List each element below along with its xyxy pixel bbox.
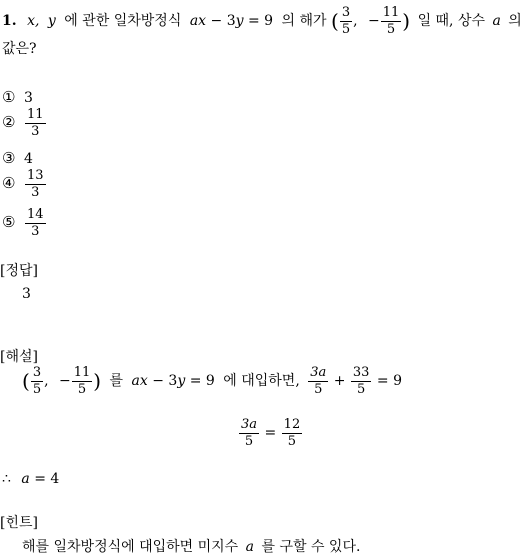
choice-3-value: 4 [24, 151, 33, 167]
solution-plus: + [333, 373, 346, 389]
choice-5-den: 3 [31, 223, 40, 239]
hint-text-a: 해를 일차방정식에 대입하면 미지수 [22, 539, 239, 555]
answer-label: [정답] [0, 263, 38, 279]
choice-4-den: 3 [31, 184, 40, 200]
hint-text-b: 를 구할 수 있다. [261, 539, 361, 555]
question-number: 1. [2, 13, 17, 30]
solution-fraction-1 [31, 366, 43, 396]
question-line-2: 값은? [2, 41, 37, 57]
choice-3-marker: ③ [2, 149, 16, 167]
solution-result-eq: = 4 [34, 471, 60, 487]
choice-4[interactable] [2, 169, 47, 199]
choice-2-den: 3 [31, 123, 40, 139]
choice-1-value: 3 [24, 90, 33, 106]
question-fraction-1 [340, 6, 352, 36]
question-fraction-2 [381, 6, 402, 36]
choice-3[interactable] [2, 149, 33, 167]
choice-2-marker: ② [2, 113, 16, 132]
question-frac1-num: 3 [341, 5, 351, 20]
choice-2-fraction [25, 108, 46, 138]
choice-1-marker: ① [2, 88, 16, 106]
solution-f4-den: 5 [357, 381, 366, 397]
question-frac2-den: 5 [386, 21, 396, 37]
solution-f3-den: 5 [314, 381, 323, 397]
hint-label: [힌트] [0, 515, 38, 531]
solution-f2-num: 11 [73, 364, 91, 380]
question-var-a: a [492, 13, 501, 30]
solution-text-b: 에 대입하면, [223, 373, 300, 389]
solution-f1-den: 5 [32, 381, 42, 397]
question-frac1-den: 5 [341, 21, 351, 37]
solution-eq-b: − 3 [152, 373, 178, 389]
question-eq-c: y [235, 13, 244, 30]
solution-line-1 [22, 362, 402, 400]
solution-fraction-2 [72, 366, 93, 396]
question-eq-d: = 9 [247, 13, 274, 30]
solution-eq-d: = 9 [189, 373, 215, 389]
solution-label: [해설] [0, 349, 38, 365]
solution-fraction-3 [308, 366, 328, 396]
solution-f4-num: 33 [352, 364, 370, 380]
question-text-a: 에 관한 일차방정식 [64, 13, 182, 30]
choice-2[interactable] [2, 108, 47, 138]
solution-text-a: 를 [109, 373, 124, 389]
solution-f1-num: 3 [32, 364, 42, 380]
question-var-y: y [47, 13, 56, 30]
choice-5-marker: ⑤ [2, 213, 16, 232]
choice-5[interactable] [2, 208, 47, 238]
solution-open-paren: ( [22, 369, 30, 393]
choice-4-fraction [25, 169, 46, 199]
choice-1[interactable] [2, 88, 33, 106]
choice-2-num: 11 [27, 107, 44, 122]
question-eq-b: − 3 [210, 13, 236, 30]
solution-l2-fraction-1 [239, 418, 259, 448]
question-minus: − [368, 13, 380, 30]
question-eq-a: ax [189, 13, 207, 30]
solution-eq-a: ax [131, 373, 148, 389]
answer-value: 3 [22, 286, 31, 302]
solution-fraction-4 [351, 366, 372, 396]
choice-5-num: 14 [27, 207, 44, 222]
question-frac2-num: 11 [382, 5, 400, 20]
solution-eq-end: = 9 [376, 373, 402, 389]
question-line-1 [2, 6, 522, 36]
question-text-b: 의 해가 [281, 13, 327, 30]
solution-comma: , [44, 373, 49, 389]
question-text-c: 일 때, 상수 [417, 13, 486, 30]
therefore-symbol: ∴ [2, 471, 11, 487]
solution-l2-f1-den: 5 [244, 433, 254, 449]
question-open-paren: ( [331, 9, 339, 34]
choice-4-num: 13 [27, 168, 44, 183]
choice-5-fraction [25, 208, 46, 238]
solution-line-2 [238, 414, 303, 452]
solution-f3-num: 3a [310, 364, 327, 380]
solution-result [2, 471, 59, 487]
hint-var-a: a [245, 539, 255, 555]
solution-l2-f1-num: 3a [241, 416, 258, 432]
hint-text [22, 536, 360, 556]
solution-l2-eq: = [264, 425, 277, 441]
solution-result-var: a [21, 471, 30, 487]
solution-l2-fraction-2 [282, 418, 303, 448]
question-comma: , [353, 13, 358, 30]
question-text-d: 의 [508, 13, 522, 30]
question-var-x: x, [27, 13, 40, 30]
solution-l2-f2-den: 5 [287, 433, 297, 449]
solution-close-paren: ) [93, 369, 102, 393]
solution-f2-den: 5 [77, 381, 87, 397]
solution-minus: − [59, 373, 71, 389]
choice-4-marker: ④ [2, 174, 16, 193]
solution-l2-f2-num: 12 [283, 416, 301, 432]
question-close-paren: ) [402, 9, 411, 34]
solution-eq-c: y [177, 373, 186, 389]
